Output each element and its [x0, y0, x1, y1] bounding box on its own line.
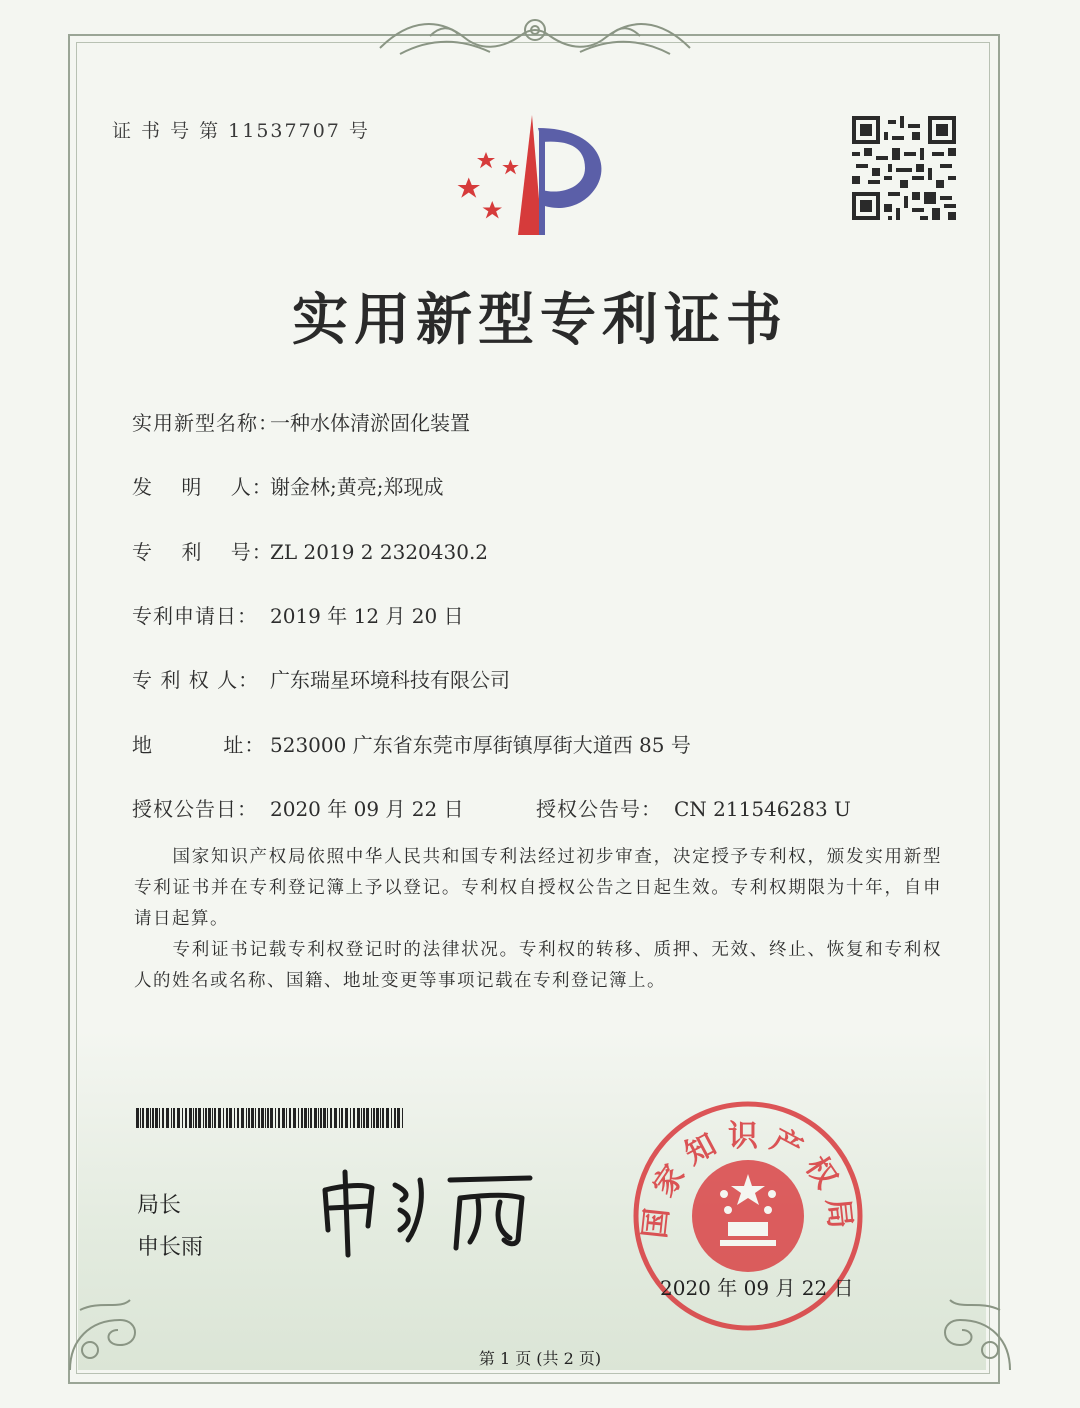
- field-label: 实用新型名称：: [132, 411, 279, 435]
- field-value: ZL 2019 2 2320430.2: [270, 540, 489, 564]
- field-label: 授权公告号：: [536, 797, 662, 821]
- utility-model-name-field: [132, 407, 470, 436]
- patentee-field: [132, 664, 510, 693]
- field-value: 广东瑞星环境科技有限公司: [270, 668, 510, 692]
- seal-text: 国家知识产权局: [637, 1119, 859, 1241]
- signature-image: [310, 1160, 550, 1260]
- field-label: 发 明 人：: [132, 475, 273, 499]
- patent-number-field: [132, 536, 488, 565]
- certificate-title: 实用新型专利证书: [292, 287, 788, 353]
- barcode-icon: [136, 1108, 408, 1128]
- certificate-statement: [134, 842, 942, 997]
- field-value: 523000 广东省东莞市厚街镇厚街大道西 85 号: [270, 733, 691, 757]
- cnipa-logo-icon: [450, 110, 620, 240]
- field-label: 地 址：: [132, 733, 266, 757]
- signer-title: 局长: [137, 1193, 182, 1218]
- field-label: 专利申请日：: [132, 604, 258, 628]
- certificate-number: 证 书 号 第 11537707 号: [112, 120, 370, 142]
- filing-date-field: [132, 600, 464, 629]
- qr-code-icon: [852, 116, 956, 220]
- signer-name: 申长雨: [137, 1235, 204, 1260]
- statement-paragraph: 专利证书记载专利权登记时的法律状况。专利权的转移、质押、无效、终止、恢复和专利权人的姓名或名称、国籍、地址变更等事项记载在专利登记簿上。: [134, 940, 942, 991]
- ornament-icon: [370, 8, 700, 64]
- field-value: 2019 年 12 月 20 日: [270, 604, 464, 628]
- field-value: 一种水体清淤固化装置: [270, 411, 470, 435]
- seal-date: 2020 年 09 月 22 日: [660, 1276, 854, 1300]
- field-label: 授权公告日：: [132, 797, 258, 821]
- statement-paragraph: 国家知识产权局依照中华人民共和国专利法经过初步审查，决定授予专利权，颁发实用新型专利证书并在专利登记簿上予以登记。专利权自授权公告之日起生效。专利权期限为十年，自申请日起算。: [134, 847, 942, 929]
- address-field: [132, 729, 691, 758]
- grant-date-field: [132, 793, 464, 822]
- field-label: 专 利 权 人：: [132, 668, 260, 692]
- field-value: 2020 年 09 月 22 日: [270, 797, 464, 821]
- inventor-field: [132, 471, 443, 500]
- page-number: 第 1 页 (共 2 页): [478, 1349, 602, 1368]
- field-value: CN 211546283 U: [674, 797, 851, 821]
- grant-number-field: [536, 793, 851, 822]
- field-value: 谢金林;黄亮;郑现成: [270, 475, 444, 499]
- field-label: 专 利 号：: [132, 540, 273, 564]
